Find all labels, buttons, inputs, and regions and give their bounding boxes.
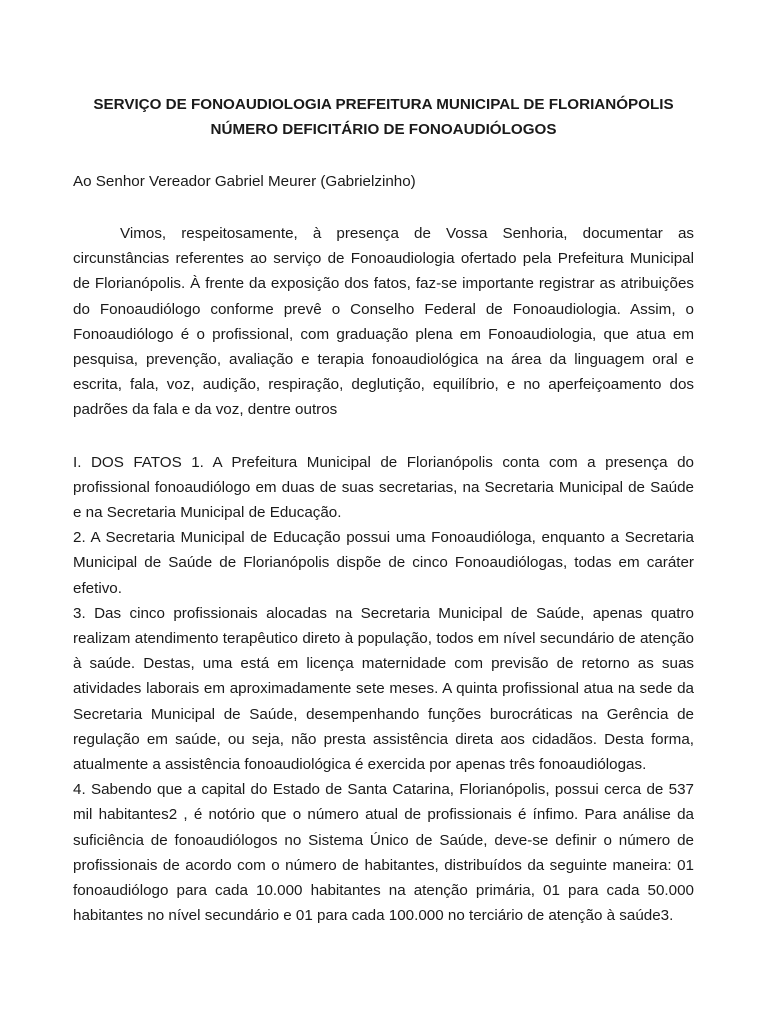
fact-paragraph-2: 2. A Secretaria Municipal de Educação possui uma Fonoaudióloga, enquanto a Secretaria Municipal de Saúde de Florianópolis dispõe de cinco Fonoaudiólogas, todas em caráter efetivo. bbox=[73, 529, 694, 597]
document-title bbox=[73, 92, 694, 142]
title-line-2: NÚMERO DEFICITÁRIO DE FONOAUDIÓLOGOS bbox=[210, 121, 557, 138]
fact-paragraph-1: I. DOS FATOS 1. A Prefeitura Municipal de Florianópolis conta com a presença do profissional fonoaudiólogo em duas de suas secretarias, na Secretaria Municipal de Saúde e na Secretaria Municipal de Educação. bbox=[73, 453, 694, 522]
document-page bbox=[73, 92, 694, 928]
title-line-1: SERVIÇO DE FONOAUDIOLOGIA PREFEITURA MUNICIPAL DE FLORIANÓPOLIS bbox=[93, 96, 674, 113]
fact-paragraph-3: 3. Das cinco profissionais alocadas na Secretaria Municipal de Saúde, apenas quatro realizam atendimento terapêutico direto à população, todos em nível secundário de atenção à saúde. Destas, uma está em licença maternidade com previsão de retorno as suas atividades laborais em aproximadamente sete meses. A quinta profissional atua na sede da Secretaria Municipal de Saúde, desempenhando funções burocráticas na Gerência de regulação em saúde, ou seja, não presta assistência direta aos cidadãos. Desta forma, atualmente a assistência fonoaudiológica é exercida por apenas três fonoaudiólogas. bbox=[73, 604, 694, 774]
fact-paragraph-4: 4. Sabendo que a capital do Estado de Santa Catarina, Florianópolis, possui cerca de 537 mil habitantes2 , é notório que o número atual de profissionais é ínfimo. Para análise da suficiência de fonoaudiólogos no Sistema Único de Saúde, deve-se definir o número de profissionais de acordo com o número de habitantes, distribuídos da seguinte maneira: 01 fonoaudiólogo para cada 10.000 habitantes na atenção primária, 01 para cada 50.000 habitantes no nível secundário e 01 para cada 100.000 no terciário de atenção à saúde3. bbox=[73, 781, 694, 925]
salutation: Ao Senhor Vereador Gabriel Meurer (Gabrielzinho) bbox=[73, 173, 416, 190]
intro-paragraph: Vimos, respeitosamente, à presença de Vossa Senhoria, documentar as circunstâncias referentes ao serviço de Fonoaudiologia ofertado pela Prefeitura Municipal de Florianópolis. À frente da exposição dos fatos, faz-se importante registrar as atribuições do Fonoaudiólogo conforme prevê o Conselho Federal de Fonoaudiologia. Assim, o Fonoaudiólogo é o profissional, com graduação plena em Fonoaudiologia, que atua em pesquisa, prevenção, avaliação e terapia fonoaudiológica na área da linguagem oral e escrita, fala, voz, audição, respiração, deglutição, equilíbrio, e no aperfeiçoamento dos padrões da fala e da voz, dentre outros bbox=[73, 225, 694, 419]
facts-section bbox=[73, 450, 694, 929]
